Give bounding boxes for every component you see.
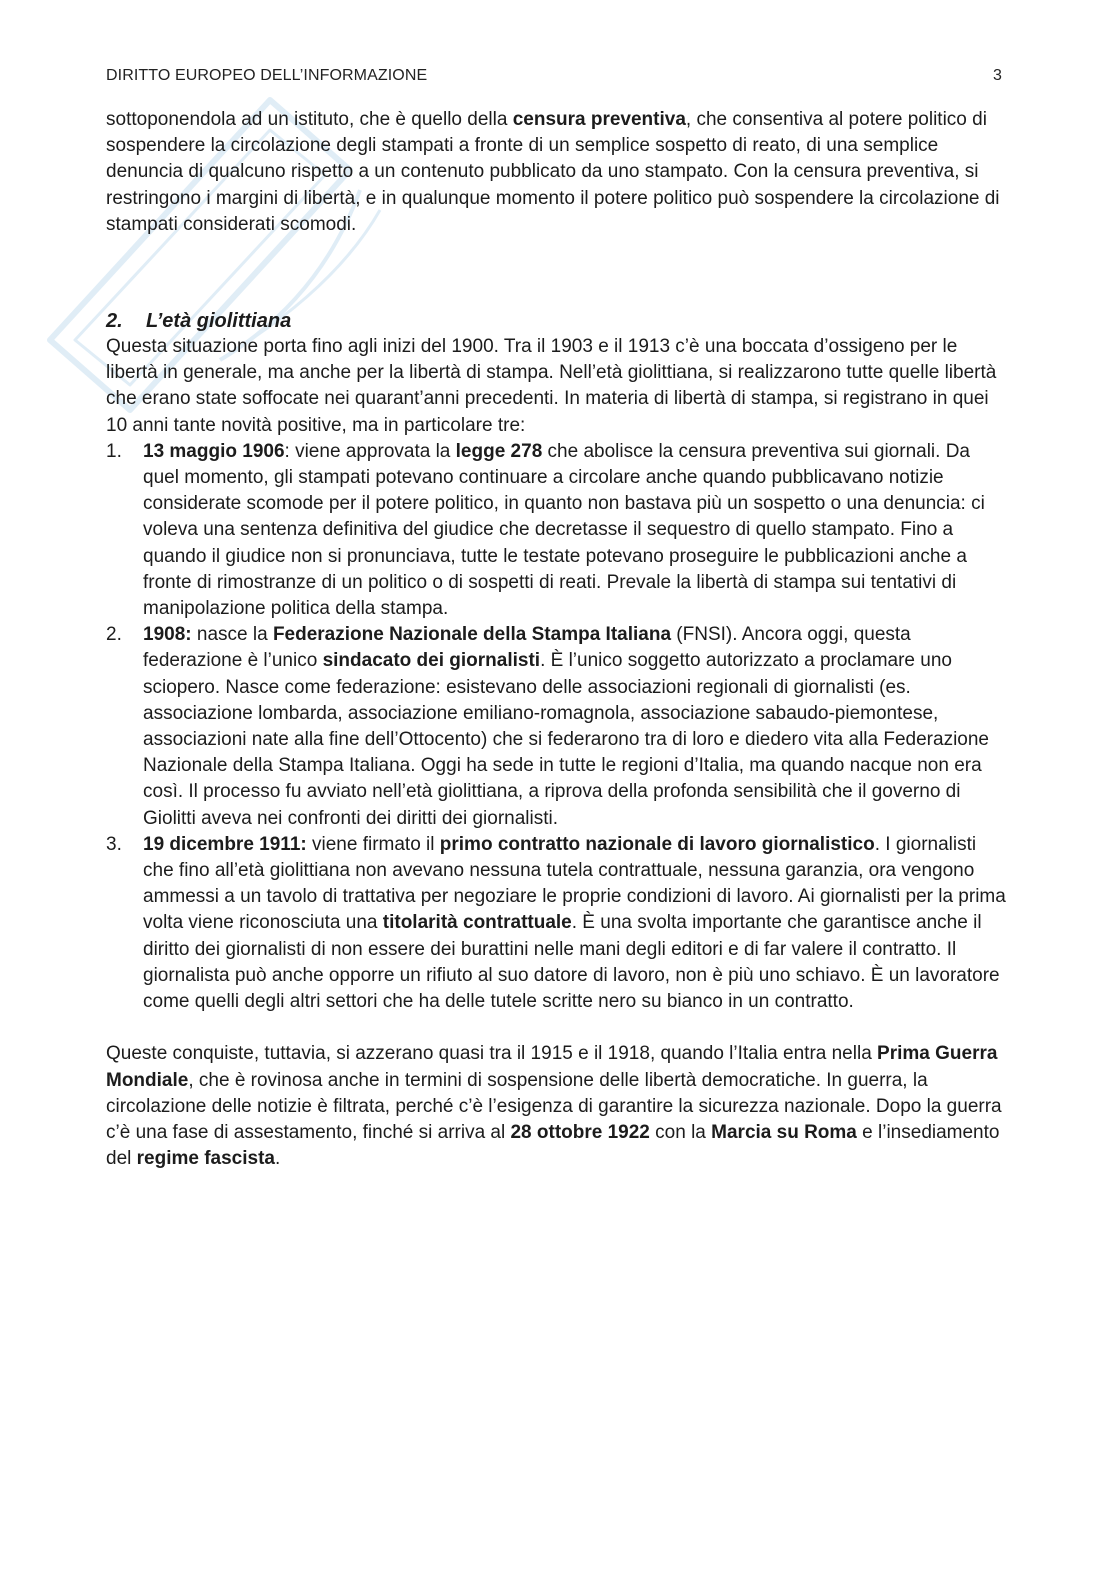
- item3-bold-1: 19 dicembre 1911:: [143, 833, 307, 855]
- list-item: [106, 439, 1010, 622]
- item3-text-2: . I giornalisti che fino all’età giolittiana non avevano nessuna tutela contrattuale, nessuna garanzia, ora vengono ammessi a un tavolo di trattativa per negoziare le proprie condizioni di lavoro. Ai giornalisti per la prima volta viene riconosciuta una: [143, 833, 1006, 934]
- intro-text-2: , che consentiva al potere politico di sospendere la circolazione degli stampati a fronte di un semplice sospetto di reato, di una semplice denuncia di qualcuno rispetto a un contenuto pubblicato da uno stampato. Con la censura preventiva, si restringono i margini di libertà, e in qualunque momento il potere politico può sospendere la circolazione di stampati considerati scomodi.: [106, 109, 1000, 235]
- list-marker: 1.: [106, 440, 122, 462]
- list-item: [106, 832, 1010, 1015]
- item1-bold-2: legge 278: [455, 440, 543, 462]
- section-paragraph: Questa situazione porta fino agli inizi del 1900. Tra il 1903 e il 1913 c’è una boccata d’ossigeno per le libertà in generale, ma anche per la libertà di stampa. Nell’età giolittiana, si realizzarono tutte quelle libertà che erano state soffocate nei quarant’anni precedenti. In materia di libertà di stampa, si registrano in quei 10 anni tante novità positive, ma in particolare tre:: [106, 336, 997, 436]
- list-marker: 3.: [106, 833, 122, 855]
- intro-text-1: sottoponendola ad un istituto, che è quello della: [106, 109, 513, 130]
- item3-text-1: viene firmato il: [306, 833, 440, 855]
- item2-bold-1: 1908:: [143, 624, 192, 646]
- document-body: [106, 107, 1010, 1172]
- intro-bold-1: censura preventiva: [512, 109, 686, 130]
- closing-text-5: .: [275, 1148, 281, 1170]
- item2-text-2: (FNSI). Ancora oggi, questa federazione è l’unico: [143, 624, 911, 672]
- item1-text-2: che abolisce la censura preventiva sui giornali. Da quel momento, gli stampati potevano continuare a circolare anche quando pubblicavano notizie considerate scomode per il potere politico, in quanto non bastava più un sospetto o una denuncia: ci voleva una sentenza definitiva del giudice che decretasse il sequestro di quello stampato. Fino a quando il giudice non si pronunciava, tutte le testate potevano proseguire le pubblicazioni anche a fronte di rimostranze di un politico o di sospetti di reati. Prevale la libertà di stampa sui tentativi di manipolazione politica della stampa.: [143, 440, 985, 620]
- item3-bold-2: primo contratto nazionale di lavoro giornalistico: [439, 833, 875, 855]
- section-number: 2.: [106, 310, 123, 333]
- closing-bold-3: Marcia su Roma: [711, 1121, 857, 1143]
- running-header: [106, 67, 1002, 85]
- section-title: L’età giolittiana: [146, 310, 292, 333]
- item1-text-1: : viene approvata la: [284, 440, 456, 462]
- section-heading: [106, 308, 1010, 334]
- item1-bold-1: 13 maggio 1906: [143, 440, 285, 462]
- numbered-list: [106, 439, 1010, 1015]
- closing-text-3: con la: [649, 1121, 712, 1143]
- item2-bold-3: sindacato dei giornalisti: [322, 650, 541, 672]
- closing-bold-4: regime fascista: [136, 1148, 275, 1170]
- intro-paragraph: [106, 107, 1010, 238]
- running-title: DIRITTO EUROPEO DELL’INFORMAZIONE: [106, 67, 428, 84]
- item3-bold-3: titolarità contrattuale: [382, 912, 572, 934]
- closing-bold-1: Prima Guerra Mondiale: [106, 1043, 998, 1091]
- item2-text-1: nasce la: [191, 624, 273, 646]
- page-number: 3: [993, 67, 1002, 84]
- closing-paragraph: [106, 1041, 1010, 1172]
- closing-text-1: Queste conquiste, tuttavia, si azzerano quasi tra il 1915 e il 1918, quando l’Italia entra nella: [106, 1043, 878, 1065]
- closing-text-2: , che è rovinosa anche in termini di sospensione delle libertà democratiche. In guerra, la circolazione delle notizie è filtrata, perché c’è l’esigenza di garantire la sicurezza nazionale. Dopo la guerra c’è una fase di assestamento, finché si arriva al: [106, 1069, 1002, 1143]
- item3-text-3: . È una svolta importante che garantisce anche il diritto dei giornalisti di non essere dei burattini nelle mani degli editori e di far valere il contratto. Il giornalista può anche opporre un rifiuto al suo datore di lavoro, non è più uno schiavo. È un lavoratore come quelli degli altri settori che ha delle tutele scritte nero su bianco in un contratto.: [143, 912, 1000, 1013]
- list-marker: 2.: [106, 624, 122, 646]
- closing-text-4: e l’insediamento del: [106, 1121, 1000, 1170]
- list-item: [106, 622, 1010, 832]
- item2-text-3: . È l’unico soggetto autorizzato a proclamare uno sciopero. Nasce come federazione: esistevano delle associazioni regionali di giornalisti (es. associazione lombarda, associazione emiliano-romagnola, associazione sabaudo-piemontese, associazioni nate alla fine dell’Ottocento) che si federarono tra di loro e diedero vita alla Federazione Nazionale della Stampa Italiana. Oggi ha sede in tutte le regioni d’Italia, ma quando nacque non era così. Il processo fu avviato nell’età giolittiana, a riprova della profonda sensibilità che il governo di Giolitti aveva nei confronti dei diritti dei giornalisti.: [143, 650, 989, 829]
- closing-bold-2: 28 ottobre 1922: [510, 1121, 650, 1143]
- item2-bold-2: Federazione Nazionale della Stampa Italiana: [272, 624, 672, 646]
